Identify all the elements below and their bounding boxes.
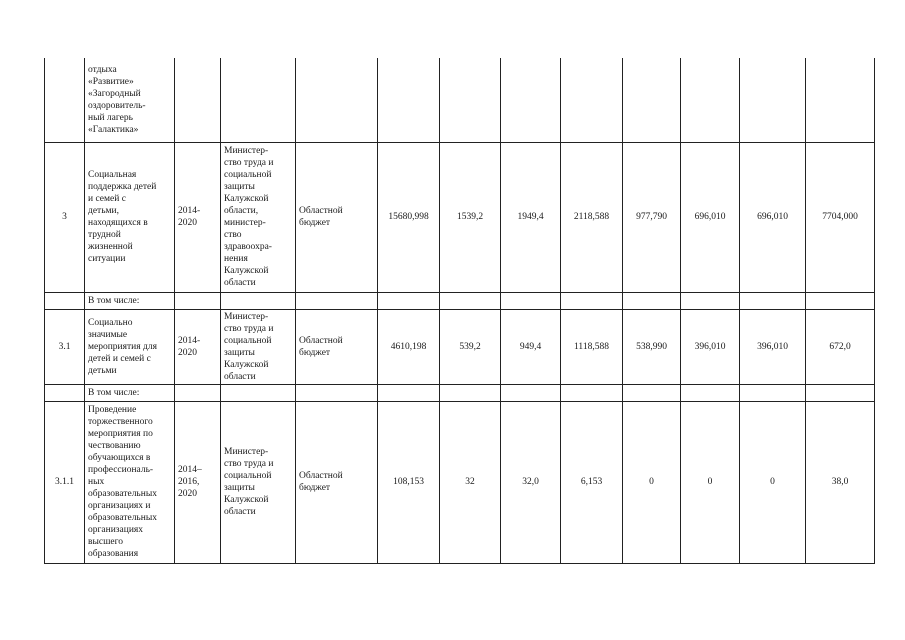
text-line: оздоровитель- — [88, 100, 146, 111]
text-line: ство труда и — [224, 459, 274, 469]
text-line: Калужской — [224, 495, 269, 505]
text-line: ситуации — [88, 254, 126, 264]
empty-cell — [175, 384, 221, 401]
value-cell — [440, 58, 501, 142]
text-line: области, — [224, 206, 259, 216]
text-line: Министер- — [224, 447, 269, 457]
empty-cell — [378, 384, 440, 401]
program-name-cell — [85, 309, 175, 384]
value-cell: 0 — [681, 401, 740, 563]
program-name-cell — [85, 142, 175, 292]
empty-cell — [221, 292, 296, 309]
text-line: образования — [88, 549, 139, 559]
value-cell: 0 — [623, 401, 681, 563]
value-cell: 1539,2 — [440, 142, 501, 292]
budget-table — [44, 58, 875, 564]
text-line: ство труда и — [224, 323, 274, 334]
text-line: Областной — [299, 471, 343, 481]
empty-cell — [561, 384, 623, 401]
value-cell — [623, 58, 681, 142]
value-cell: 38,0 — [806, 401, 875, 563]
text-line: жизненной — [88, 242, 133, 252]
text-line: мероприятия по — [88, 429, 153, 439]
text-line: 2014- — [178, 335, 201, 346]
index-cell — [45, 384, 85, 401]
empty-cell — [221, 384, 296, 401]
text-line: образовательных — [88, 513, 157, 523]
text-line: детьми — [88, 365, 117, 376]
text-line: Областной — [299, 206, 343, 216]
value-cell: 32,0 — [501, 401, 561, 563]
table-row — [45, 384, 875, 401]
text-line: 2014– — [178, 465, 202, 475]
text-line: детей и семей с — [88, 353, 151, 364]
value-cell — [501, 58, 561, 142]
empty-cell — [740, 384, 806, 401]
empty-cell — [623, 384, 681, 401]
index-cell: 3.1 — [45, 309, 85, 384]
table-row — [45, 401, 875, 563]
text-line: министер- — [224, 218, 266, 228]
text-line: «Загородный — [88, 88, 141, 99]
table-row — [45, 58, 875, 142]
empty-cell — [378, 292, 440, 309]
executor-cell — [221, 58, 296, 142]
empty-cell — [681, 384, 740, 401]
index-cell: 3.1.1 — [45, 401, 85, 563]
table-row — [45, 292, 875, 309]
value-cell — [378, 58, 440, 142]
text-line: образовательных — [88, 489, 157, 499]
period-cell — [175, 309, 221, 384]
text-line: ный лагерь — [88, 112, 133, 123]
text-line: бюджет — [299, 218, 331, 228]
text-line: «Галактика» — [88, 124, 139, 135]
value-cell: 32 — [440, 401, 501, 563]
empty-cell — [806, 384, 875, 401]
text-line: Областной — [299, 335, 343, 346]
text-line: 2020 — [178, 218, 197, 228]
empty-cell — [806, 292, 875, 309]
text-line: 2020 — [178, 489, 197, 499]
value-cell: 396,010 — [740, 309, 806, 384]
subtotal-label-cell: В том числе: — [85, 292, 175, 309]
empty-cell — [296, 292, 378, 309]
value-cell: 949,4 — [501, 309, 561, 384]
text-line: Социальная — [88, 170, 137, 180]
value-cell: 1949,4 — [501, 142, 561, 292]
empty-cell — [561, 292, 623, 309]
table-row — [45, 142, 875, 292]
text-line: обучающихся в — [88, 453, 151, 463]
value-cell: 977,790 — [623, 142, 681, 292]
executor-cell — [221, 401, 296, 563]
text-line: области — [224, 278, 256, 288]
text-line: 2016, — [178, 477, 200, 487]
text-line: торжественного — [88, 417, 153, 427]
text-line: Проведение — [88, 405, 137, 415]
text-line: профессиональ- — [88, 465, 154, 475]
text-line: детьми, — [88, 206, 120, 216]
empty-cell — [296, 384, 378, 401]
empty-cell — [501, 384, 561, 401]
empty-cell — [440, 292, 501, 309]
value-cell: 1118,588 — [561, 309, 623, 384]
value-cell: 6,153 — [561, 401, 623, 563]
empty-cell — [501, 292, 561, 309]
subtotal-label-cell: В том числе: — [85, 384, 175, 401]
source-cell — [296, 58, 378, 142]
index-cell — [45, 292, 85, 309]
index-cell — [45, 58, 85, 142]
empty-cell — [175, 292, 221, 309]
text-line: Калужской — [224, 266, 269, 276]
value-cell: 396,010 — [681, 309, 740, 384]
text-line: социальной — [224, 471, 272, 481]
value-cell: 672,0 — [806, 309, 875, 384]
text-line: организациях — [88, 525, 144, 535]
table-row — [45, 309, 875, 384]
text-line: «Развитие» — [88, 76, 134, 87]
funding-source-cell — [296, 309, 378, 384]
empty-cell — [681, 292, 740, 309]
value-cell: 696,010 — [740, 142, 806, 292]
text-line: Министер- — [224, 146, 269, 156]
period-cell — [175, 401, 221, 563]
value-cell: 538,990 — [623, 309, 681, 384]
value-total-cell: 15680,998 — [378, 142, 440, 292]
value-cell: 539,2 — [440, 309, 501, 384]
value-total-cell: 108,153 — [378, 401, 440, 563]
text-line: защиты — [224, 483, 255, 493]
value-cell: 0 — [740, 401, 806, 563]
empty-cell — [740, 292, 806, 309]
text-line: защиты — [224, 347, 255, 358]
text-line: и семей с — [88, 194, 126, 204]
text-line: высшего — [88, 537, 124, 547]
text-line: Министер- — [224, 311, 269, 322]
text-line: находящихся в — [88, 218, 148, 228]
funding-source-cell — [296, 142, 378, 292]
text-line: бюджет — [299, 483, 331, 493]
text-line: Калужской — [224, 359, 269, 370]
text-line: нения — [224, 254, 248, 264]
index-cell: 3 — [45, 142, 85, 292]
value-cell — [681, 58, 740, 142]
text-line: Калужской — [224, 194, 269, 204]
text-line: здравоохра- — [224, 242, 272, 252]
value-cell: 7704,000 — [806, 142, 875, 292]
empty-cell — [440, 384, 501, 401]
text-line: значимые — [88, 329, 128, 340]
text-line: Социально — [88, 317, 133, 328]
period-cell — [175, 142, 221, 292]
empty-cell — [623, 292, 681, 309]
text-line: трудной — [88, 230, 121, 240]
text-line: области — [224, 371, 256, 382]
text-line: отдыха — [88, 64, 117, 75]
text-line: социальной — [224, 335, 272, 346]
text-line: социальной — [224, 170, 272, 180]
text-line: мероприятия для — [88, 341, 157, 352]
text-line: области — [224, 507, 256, 517]
executor-cell — [221, 142, 296, 292]
text-line: бюджет — [299, 347, 331, 358]
program-name-cell — [85, 401, 175, 563]
text-line: 2014- — [178, 206, 201, 216]
text-line: поддержка детей — [88, 182, 157, 192]
value-total-cell: 4610,198 — [378, 309, 440, 384]
value-cell — [561, 58, 623, 142]
value-cell: 696,010 — [681, 142, 740, 292]
text-line: ных — [88, 477, 105, 487]
value-cell — [740, 58, 806, 142]
text-line: 2020 — [178, 347, 197, 358]
program-name-cell — [85, 58, 175, 142]
text-line: ство труда и — [224, 158, 274, 168]
text-line: защиты — [224, 182, 255, 192]
executor-cell — [221, 309, 296, 384]
funding-source-cell — [296, 401, 378, 563]
text-line: организациях и — [88, 501, 151, 511]
value-cell: 2118,588 — [561, 142, 623, 292]
period-cell — [175, 58, 221, 142]
value-cell — [806, 58, 875, 142]
text-line: ство — [224, 230, 242, 240]
text-line: чествованию — [88, 441, 141, 451]
